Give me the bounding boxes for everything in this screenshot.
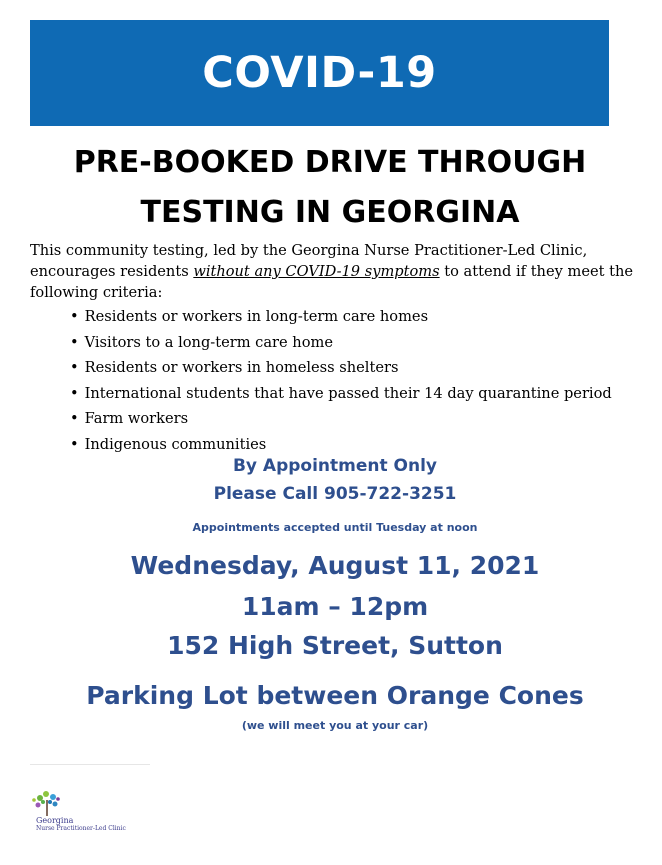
call-number: Please Call 905-722-3251 xyxy=(213,484,457,504)
criteria-item: • Residents or workers in long-term care homes xyxy=(70,304,612,330)
logo-name: Georgina xyxy=(36,816,74,825)
intro-text-before: This community testing, led by the Georgina Nurse Practitioner-Led Clinic, encourages residents xyxy=(30,242,588,280)
covid-banner xyxy=(30,20,609,126)
criteria-list xyxy=(70,304,612,458)
intro-text-after: to attend if they meet the following criteria: xyxy=(30,263,633,301)
criteria-item: • Visitors to a long-term care home xyxy=(70,330,612,356)
event-date: Wednesday, August 11, 2021 xyxy=(130,551,540,580)
headline-line-2: TESTING IN GEORGINA xyxy=(140,195,520,230)
footer-divider xyxy=(30,764,150,765)
appointment-deadline: Appointments accepted until Tuesday at noon xyxy=(192,521,478,534)
headline-line-1: PRE-BOOKED DRIVE THROUGH xyxy=(73,145,587,180)
event-time: 11am – 12pm xyxy=(241,592,429,621)
banner-title: COVID-19 xyxy=(202,48,437,98)
parking-note: (we will meet you at your car) xyxy=(241,719,429,732)
criteria-item: • Residents or workers in homeless shelters xyxy=(70,355,612,381)
criteria-item: • International students that have passed their 14 day quarantine period xyxy=(70,381,612,407)
intro-paragraph xyxy=(30,240,640,303)
logo-subtitle: Nurse Practitioner-Led Clinic xyxy=(36,825,126,832)
parking-location: Parking Lot between Orange Cones xyxy=(86,681,584,710)
criteria-item: • Indigenous communities xyxy=(70,432,612,458)
criteria-item: • Farm workers xyxy=(70,406,612,432)
event-address: 152 High Street, Sutton xyxy=(167,631,503,660)
intro-emphasis: without any COVID-19 symptoms xyxy=(193,263,440,280)
appointment-only: By Appointment Only xyxy=(232,456,438,476)
